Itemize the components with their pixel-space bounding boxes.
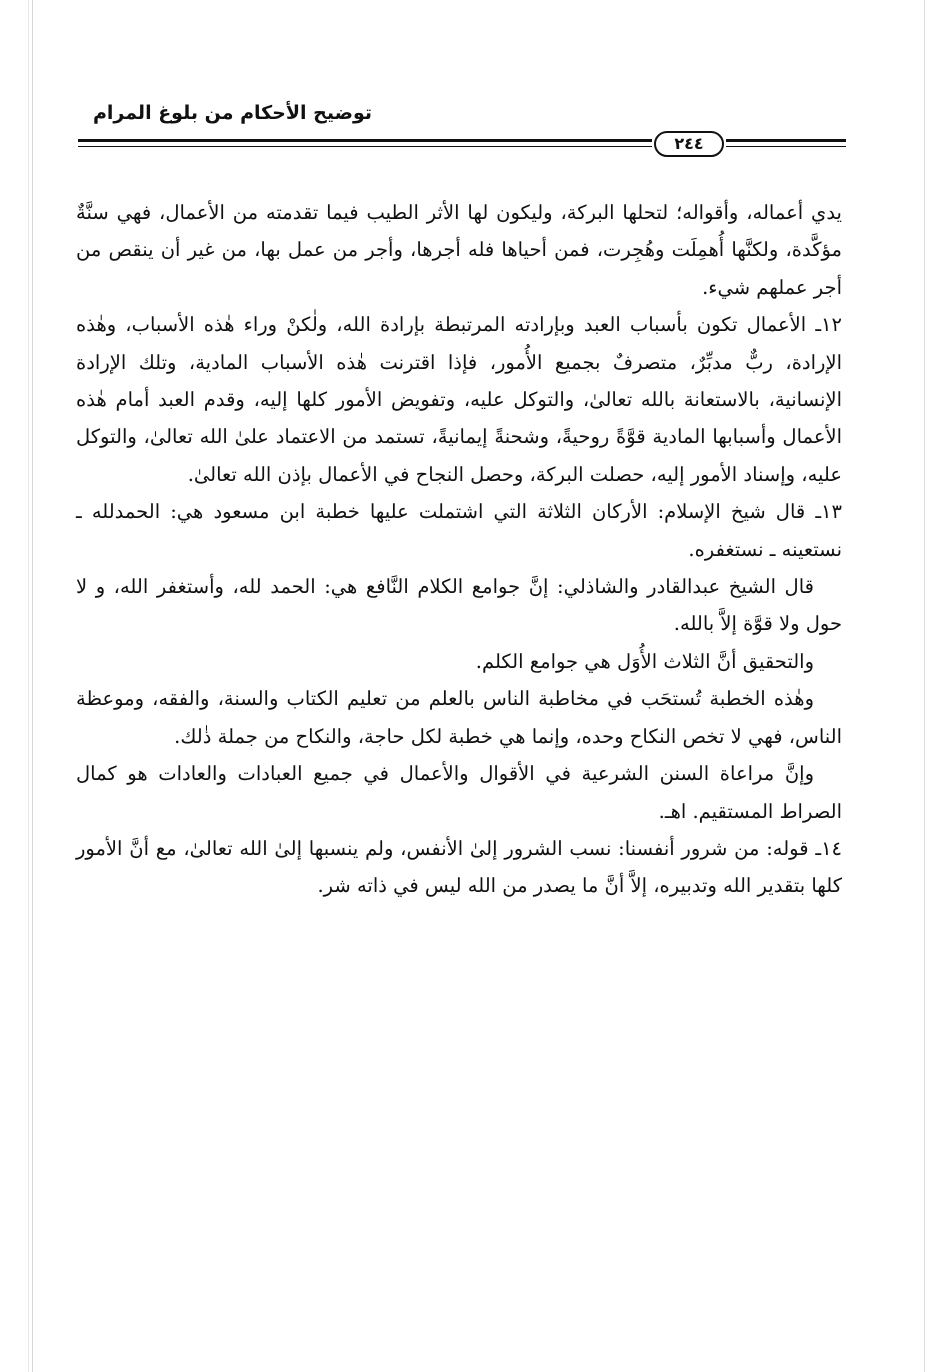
list-item-12 xyxy=(76,306,842,493)
item-number: ١٣ـ xyxy=(815,500,842,524)
item-number: ١٤ـ xyxy=(815,836,843,860)
paragraph-khutba: وهٰذه الخطبة تُستحَب في مخاطبة الناس بالعلم من تعليم الكتاب والسنة، والفقه، وموعظة الناس، فهي لا تخص النكاح وحده، وإنما هي خطبة لكل حاجة، والنكاح من جملة ذٰلك. xyxy=(76,687,842,748)
paragraph-intro: يدي أعماله، وأقواله؛ لتحلها البركة، وليكون لها الأثر الطيب فيما تقدمته من الأعمال، فهي سنَّةٌ مؤكَّدة، ولكنَّها أُهمِلَت وهُجِرت، فمن أحياها فله أجرها، وأجر من عمل بها، من غير أن ينقص من أجر عملهم شيء. xyxy=(76,201,842,299)
running-title: توضيح الأحكام من بلوغ المرام xyxy=(92,102,372,124)
quote-paragraph: قال الشيخ عبدالقادر والشاذلي: إنَّ جوامع الكلام النَّافع هي: الحمد لله، وأستغفر الله، و لا حول ولا قوَّة إلاَّ بالله. xyxy=(76,575,842,636)
page-number: ٢٤٤ xyxy=(654,131,724,157)
header-rule-right xyxy=(726,136,846,150)
item-number: ١٢ـ xyxy=(815,313,842,337)
item-text: قوله: من شرور أنفسنا: نسب الشرور إلىٰ الأنفس، ولم ينسبها إلىٰ الله تعالىٰ، مع أنَّ الأمور كلها بتقدير الله وتدبيره، إلاَّ أنَّ ما يصدر من الله ليس في ذاته شر. xyxy=(76,836,842,898)
item-text: قال شيخ الإسلام: الأركان الثلاثة التي اشتملت عليها خطبة ابن مسعود هي: الحمدلله ـ نستعينه ـ نستغفره. xyxy=(76,500,842,561)
paragraph-sunan: وإنَّ مراعاة السنن الشرعية في الأقوال والأعمال في جميع العبادات والعادات هو كمال الصراط المستقيم. اهـ. xyxy=(76,762,842,823)
scan-border xyxy=(924,0,925,1372)
item-text: الأعمال تكون بأسباب العبد وبإرادته المرتبطة بإرادة الله، ولٰكنْ وراء هٰذه الأسباب، وهٰذه الإرادة، ربٌّ مدبِّرٌ، متصرفٌ بجميع الأُمور، فإذا اقترنت هٰذه الأسباب المادية، وتلك الإرادة الإنسانية، بالاستعانة بالله تعالىٰ، والتوكل عليه، وتفويض الأمور كلها إليه، وقدم العبد أمام هٰذه الأعمال وأسبابها المادية قوَّةً روحيةً، وشحنةً إيمانيةً، تستمد من الاعتماد علىٰ الله تعالىٰ، والتوكل عليه، وإسناد الأمور إليه، حصلت البركة، وحصل النجاح في الأعمال بإذن الله تعالىٰ. xyxy=(76,313,842,486)
header-rule-left xyxy=(78,136,652,150)
list-item-14 xyxy=(76,830,842,905)
scan-border xyxy=(28,0,29,1372)
body-text xyxy=(76,194,842,905)
list-item-13 xyxy=(76,493,842,568)
scan-border xyxy=(32,0,33,1372)
quote-paragraph: والتحقيق أنَّ الثلاث الأُوَل هي جوامع الكلم. xyxy=(475,649,814,673)
